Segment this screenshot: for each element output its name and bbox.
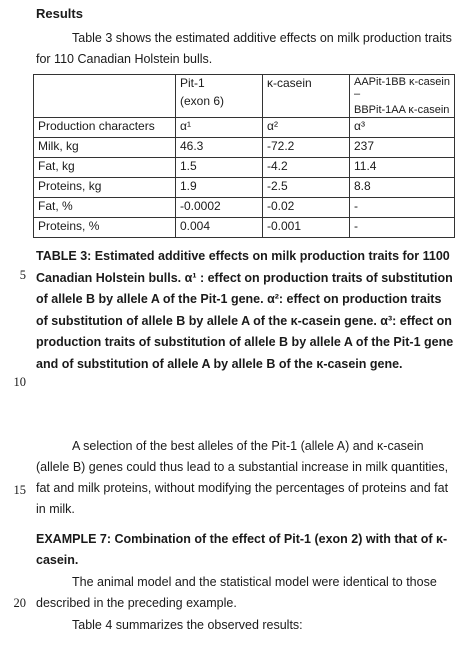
table-header-cell	[350, 75, 455, 118]
table-cell: -2.5	[263, 178, 350, 198]
table-3-caption: TABLE 3: Estimated additive effects on milk production traits for 1100 Canadian Holstein bulls. α¹ : effect on production traits of substitution of allele B by allele A of the Pit-1 gene. α²: effect on production traits of substitution of allele B by allele A of the κ-casein gene. α³: effect on production traits of substitution of allele B by allele A of the Pit-1 gene and of substitution of allele A by allele B of the κ-casein gene.	[36, 249, 454, 371]
table-cell: α³	[350, 118, 455, 138]
table-cell: -0.0002	[176, 198, 263, 218]
header-exon6: (exon 6)	[180, 94, 225, 108]
table-cell: Fat, kg	[34, 158, 176, 178]
table-cell: 0.004	[176, 218, 263, 238]
line-number: 15	[13, 483, 26, 497]
table-cell: -72.2	[263, 138, 350, 158]
line-number: 20	[13, 596, 26, 610]
table-header-row	[34, 75, 455, 118]
table-cell: Production characters	[34, 118, 176, 138]
header-pit1: Pit-1	[180, 76, 205, 90]
line-number: 5	[19, 268, 26, 282]
paragraph-model: The animal model and the statistical model were identical to those described in the preceding example.	[36, 575, 437, 610]
paragraph-table4: Table 4 summarizes the observed results:	[72, 618, 303, 632]
table-alpha-row	[34, 118, 455, 138]
table-cell: α¹	[176, 118, 263, 138]
table-cell: Proteins, kg	[34, 178, 176, 198]
table-3	[33, 74, 455, 238]
header-combined-line1: AAPit-1BB κ-casein –	[354, 76, 450, 100]
table-row	[34, 198, 455, 218]
table-cell: 1.5	[176, 158, 263, 178]
table-cell: Milk, kg	[34, 138, 176, 158]
table-row	[34, 178, 455, 198]
table-cell: 11.4	[350, 158, 455, 178]
header-combined-line2: BBPit-1AA κ-casein	[354, 104, 450, 116]
table-cell: 46.3	[176, 138, 263, 158]
table-header-cell	[176, 75, 263, 118]
example-7-title: EXAMPLE 7: Combination of the effect of Pit-1 (exon 2) with that of κ-casein.	[36, 532, 448, 567]
table-cell: -	[350, 198, 455, 218]
table-header-cell	[34, 75, 176, 118]
table-row	[34, 138, 455, 158]
table-cell: 8.8	[350, 178, 455, 198]
table-cell: Fat, %	[34, 198, 176, 218]
line-number: 10	[13, 375, 26, 389]
table-row	[34, 218, 455, 238]
table-cell: 237	[350, 138, 455, 158]
section-heading: Results	[36, 6, 83, 21]
table-row	[34, 158, 455, 178]
table-cell: α²	[263, 118, 350, 138]
table-cell: -0.02	[263, 198, 350, 218]
table-cell: Proteins, %	[34, 218, 176, 238]
table-cell: -4.2	[263, 158, 350, 178]
table-cell: -	[350, 218, 455, 238]
table-cell: -0.001	[263, 218, 350, 238]
table-cell: 1.9	[176, 178, 263, 198]
intro-paragraph: Table 3 shows the estimated additive effects on milk production traits for 110 Canadian Holstein bulls.	[36, 31, 452, 66]
paragraph-selection: A selection of the best alleles of the Pit-1 (allele A) and κ-casein (allele B) genes could thus lead to a substantial increase in milk quantities, fat and milk proteins, without modifying the percentages of proteins and fat in milk.	[36, 439, 449, 516]
table-header-cell: κ-casein	[263, 75, 350, 118]
